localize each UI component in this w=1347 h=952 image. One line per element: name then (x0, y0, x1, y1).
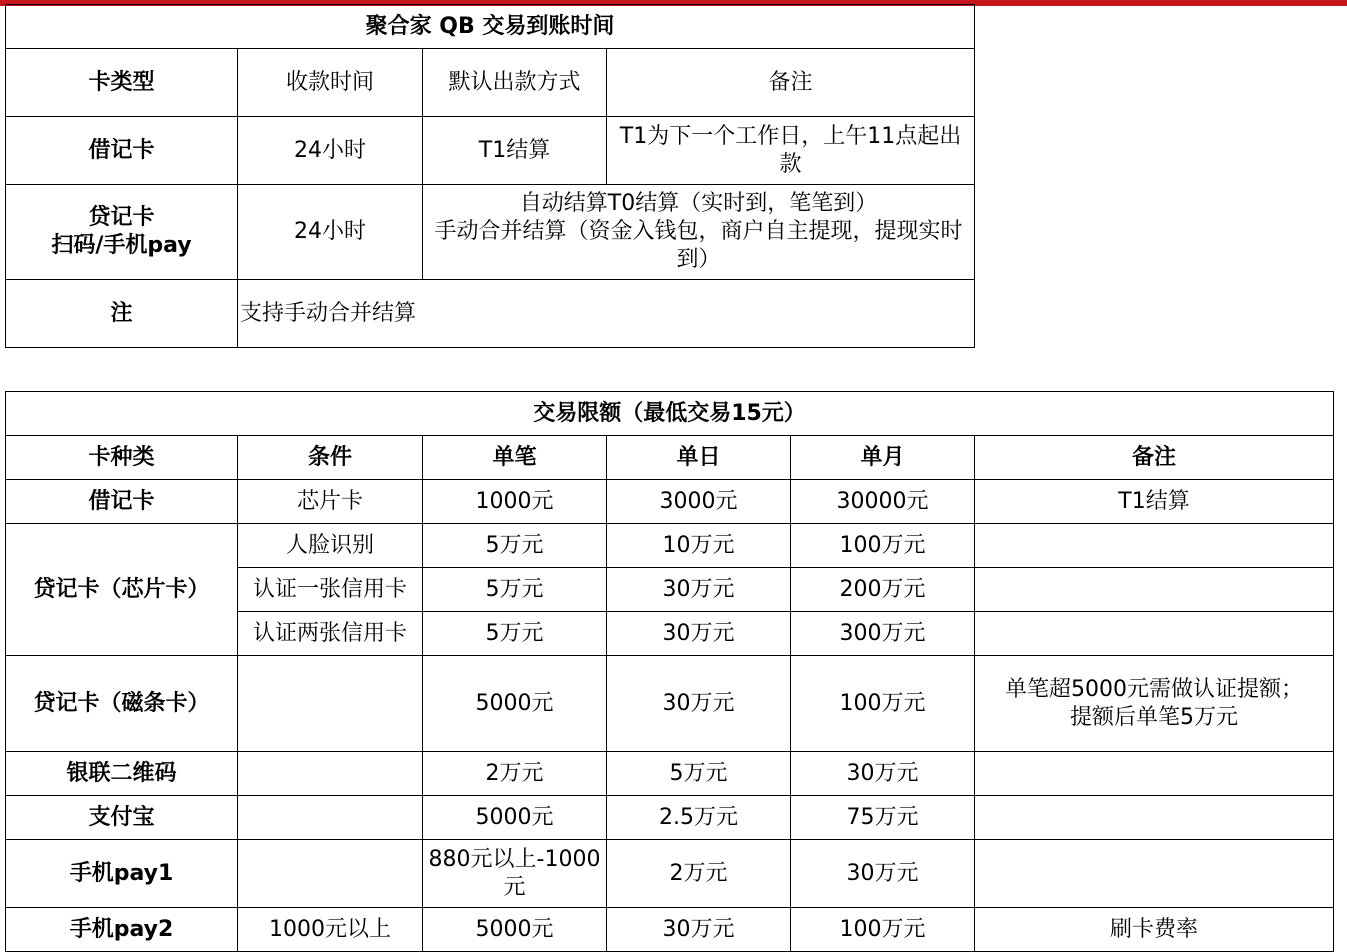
row-monthly: 30万元 (791, 840, 975, 908)
table-header-row (6, 49, 975, 117)
table-row (6, 480, 1334, 524)
row-daily: 10万元 (607, 524, 791, 568)
row-monthly: 30万元 (791, 752, 975, 796)
row-monthly: 30000元 (791, 480, 975, 524)
header-receive-time: 收款时间 (238, 49, 423, 117)
table-row (6, 117, 975, 185)
header-monthly: 单月 (791, 436, 975, 480)
transaction-limit-table (5, 391, 1334, 952)
row-card-kind: 银联二维码 (6, 752, 238, 796)
row-single: 5000元 (423, 796, 607, 840)
row-note (975, 840, 1334, 908)
row-monthly: 300万元 (791, 612, 975, 656)
row-daily: 30万元 (607, 656, 791, 752)
row-condition: 认证两张信用卡 (238, 612, 423, 656)
row-daily: 3000元 (607, 480, 791, 524)
header-single: 单笔 (423, 436, 607, 480)
table-row (6, 908, 1334, 952)
row-single: 5万元 (423, 524, 607, 568)
row-card-kind: 手机pay1 (6, 840, 238, 908)
header-card-kind: 卡种类 (6, 436, 238, 480)
row-monthly: 100万元 (791, 656, 975, 752)
header-note: 备注 (975, 436, 1334, 480)
row-condition: 1000元以上 (238, 908, 423, 952)
table-row (6, 840, 1334, 908)
row-note (975, 796, 1334, 840)
header-card-type: 卡类型 (6, 49, 238, 117)
row-card-type (6, 185, 238, 280)
table-row (6, 752, 1334, 796)
row-single: 5万元 (423, 612, 607, 656)
row-note: 刷卡费率 (975, 908, 1334, 952)
table-title-row (6, 392, 1334, 436)
arrival-time-table (5, 4, 975, 348)
row-condition (238, 656, 423, 752)
row-daily: 30万元 (607, 568, 791, 612)
row-card-type: 借记卡 (6, 117, 238, 185)
row-card-kind: 贷记卡（芯片卡） (6, 524, 238, 656)
row-condition (238, 752, 423, 796)
row-single: 2万元 (423, 752, 607, 796)
row-condition: 认证一张信用卡 (238, 568, 423, 612)
row-note (975, 568, 1334, 612)
row-daily: 30万元 (607, 908, 791, 952)
row-note: T1结算 (975, 480, 1334, 524)
row-payout-method-merged (423, 185, 975, 280)
note-line: 提额后单笔5万元 (1070, 704, 1238, 730)
row-single: 1000元 (423, 480, 607, 524)
header-daily: 单日 (607, 436, 791, 480)
header-condition: 条件 (238, 436, 423, 480)
row-single: 5万元 (423, 568, 607, 612)
row-note (975, 524, 1334, 568)
arrival-table-title: 聚合家 QB 交易到账时间 (6, 5, 975, 49)
limit-table-title: 交易限额（最低交易15元） (6, 392, 1334, 436)
card-type-line: 贷记卡 (88, 205, 155, 230)
row-daily: 30万元 (607, 612, 791, 656)
row-card-kind: 手机pay2 (6, 908, 238, 952)
row-monthly: 100万元 (791, 908, 975, 952)
footnote-text: 支持手动合并结算 (238, 280, 975, 348)
row-note (975, 752, 1334, 796)
row-note (975, 656, 1334, 752)
row-single: 5000元 (423, 656, 607, 752)
row-monthly: 200万元 (791, 568, 975, 612)
row-daily: 2万元 (607, 840, 791, 908)
note-line: 单笔超5000元需做认证提额； (1005, 676, 1303, 702)
row-condition (238, 840, 423, 908)
row-condition (238, 796, 423, 840)
row-receive-time: 24小时 (238, 117, 423, 185)
table-row (6, 656, 1334, 752)
row-daily: 5万元 (607, 752, 791, 796)
card-type-line: 扫码/手机pay (51, 233, 192, 258)
table-title-row (6, 5, 975, 49)
payout-line: 手动合并结算（资金入钱包，商户自主提现，提现实时到） (434, 219, 963, 272)
row-condition: 人脸识别 (238, 524, 423, 568)
table-row (6, 796, 1334, 840)
table-row (6, 185, 975, 280)
table-row (6, 524, 1334, 568)
row-daily: 2.5万元 (607, 796, 791, 840)
header-payout-method: 默认出款方式 (423, 49, 607, 117)
row-receive-time: 24小时 (238, 185, 423, 280)
header-note: 备注 (607, 49, 975, 117)
row-card-kind: 支付宝 (6, 796, 238, 840)
row-note (975, 612, 1334, 656)
row-single: 5000元 (423, 908, 607, 952)
footnote-label: 注 (6, 280, 238, 348)
row-monthly: 100万元 (791, 524, 975, 568)
payout-line: 自动结算T0结算（实时到，笔笔到） (519, 191, 878, 216)
row-payout-method: T1结算 (423, 117, 607, 185)
table-header-row (6, 436, 1334, 480)
row-card-kind: 借记卡 (6, 480, 238, 524)
row-monthly: 75万元 (791, 796, 975, 840)
row-card-kind: 贷记卡（磁条卡） (6, 656, 238, 752)
row-single: 880元以上-1000元 (423, 840, 607, 908)
footnote-row (6, 280, 975, 348)
row-note: T1为下一个工作日，上午11点起出款 (607, 117, 975, 185)
row-condition: 芯片卡 (238, 480, 423, 524)
